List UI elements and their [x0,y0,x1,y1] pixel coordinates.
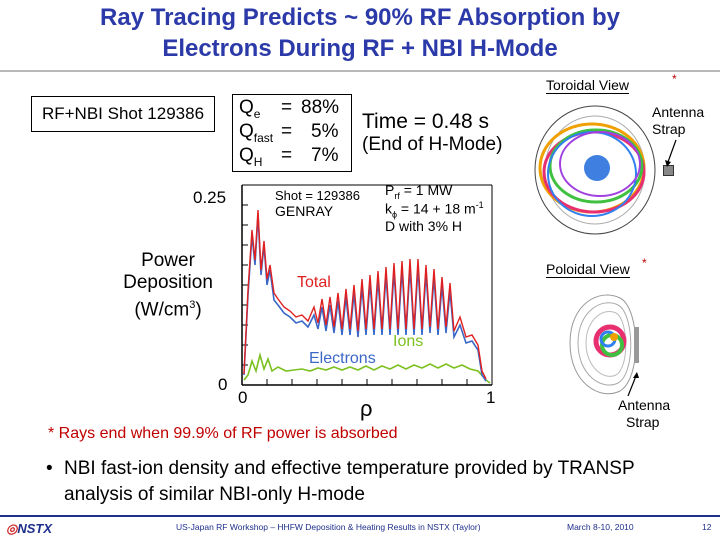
absorption-eq: = [281,97,293,118]
poloidal-view-title: Poloidal View [546,261,630,277]
footer-rule [0,515,720,517]
toroidal-view-title: Toroidal View [546,77,630,93]
nstx-logo-icon: ◎ [6,521,18,536]
y-tick-top: 0.25 [193,188,227,207]
y-axis-label: Power Deposition $(W/cm^3)$ [123,250,213,321]
footer-page-number: 12 [702,522,712,532]
absorption-row: $Q_{fast}$ [239,121,274,145]
plot-shot-text: Shot = 129386 [275,188,360,203]
absorption-value: 7% [311,145,339,166]
ions-curve-label: Ions [393,333,424,350]
toroidal-antenna-arrow [662,138,682,168]
plot-prf-label: $P_{rf} = 1$ MW [385,182,453,201]
absorption-eq: = [281,145,293,166]
absorption-row: $Q_H$ [239,145,263,169]
toroidal-view-image [530,98,660,243]
x-axis-label: ρ [360,396,373,421]
footer-center-text: US-Japan RF Workshop – HHFW Deposition & Heating Results in NSTX (Taylor) [176,522,481,532]
toroidal-antenna-label: Antenna Strap [652,104,705,137]
bullet-text: NBI fast-ion density and effective temperature provided by TRANSP analysis of similar NBI-only H-mode [64,458,635,505]
poloidal-antenna-arrow [624,372,644,398]
poloidal-antenna-label: Antenna Strap [618,397,671,430]
total-curve-label: Total [297,274,331,291]
absorption-box [232,94,352,172]
rays-footnote: * Rays end when 99.9% of RF power is absorbed [48,425,398,442]
title-line-1: Ray Tracing Predicts ~ 90% RF Absorption by [100,4,620,31]
time-note: (End of H-Mode) [362,134,503,155]
x-tick-right: 1 [486,388,496,407]
toroidal-asterisk: * [672,72,677,86]
nstx-logo: ◎NSTX [6,521,53,536]
time-label: Time = 0.48 s [362,110,490,133]
absorption-row: $Q_e$ [239,97,261,121]
absorption-eq: = [281,121,293,142]
bullet-dot: • [46,458,53,479]
absorption-value: 88% [301,97,340,118]
electrons-curve-label: Electrons [309,350,376,367]
title-divider [0,70,720,72]
slide-title [0,2,720,64]
plot-d-label: D with 3% H [385,218,463,234]
shot-label-box: RF+NBI Shot 129386 [31,96,215,132]
y-tick-bottom: 0 [218,375,228,394]
absorption-value: 5% [311,121,339,142]
plot-kphi-label: $k_\phi = 14 + 18$ $m^{-1}$ [385,200,484,220]
title-line-2: Electrons During RF + NBI H-Mode [162,35,558,62]
slide-footer [0,515,720,540]
footer-date: March 8-10, 2010 [567,522,634,532]
x-tick-left: 0 [238,388,248,407]
poloidal-asterisk: * [642,256,647,270]
plot-code-label: GENRAY [275,203,334,219]
